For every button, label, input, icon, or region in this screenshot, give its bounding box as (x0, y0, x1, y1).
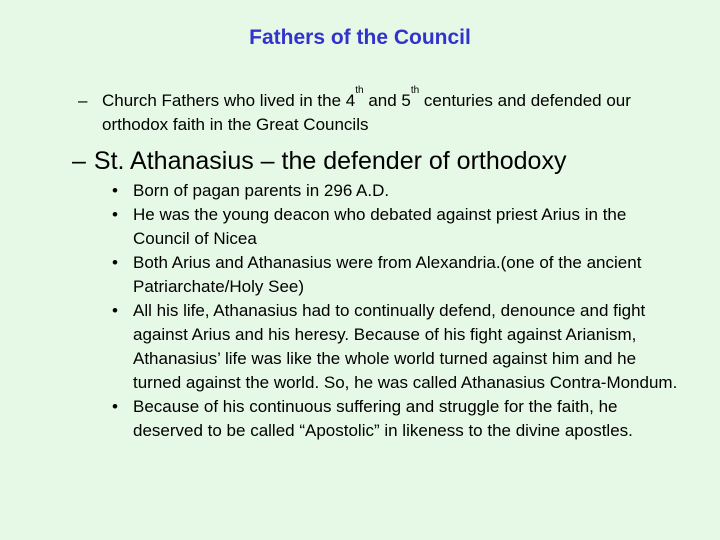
list-item-text: He was the young deacon who debated against priest Arius in the Council of Nicea (133, 205, 627, 248)
list-item-text: Because of his continuous suffering and struggle for the faith, he deserved to be called “Apostolic” in likeness to the divine apostles. (133, 397, 633, 440)
intro-superscript-5th: th (410, 85, 420, 96)
intro-item (78, 85, 638, 137)
bullet-icon: • (112, 181, 118, 200)
slide-title (0, 26, 720, 50)
intro-text-part-2: and 5 (363, 91, 411, 110)
list-item (112, 179, 682, 203)
list-item (112, 299, 682, 395)
list-item-text: Born of pagan parents in 296 A.D. (133, 181, 390, 200)
intro-text (78, 85, 638, 137)
intro-superscript-4th: th (355, 85, 364, 96)
slide-title-text: Fathers of the Council (249, 26, 471, 49)
list-item (112, 203, 682, 251)
bullet-icon: • (112, 397, 118, 416)
intro-text-part-3: centuries and defended our orthodox faith in the Great Councils (102, 91, 631, 134)
heading-text: St. Athanasius – the defender of orthodoxy (93, 147, 567, 175)
bullet-icon: • (112, 253, 118, 272)
list-item-text: All his life, Athanasius had to continually defend, denounce and fight against Arius and his heresy. Because of his fight against Arianism, Athanasius’ life was like the whole world turned against him and he turned against the world. So, he was called Athanasius Contra-Mondum. (133, 301, 678, 392)
list-item (112, 251, 682, 299)
heading-dash: – (72, 147, 86, 175)
intro-text-part-1: Church Fathers who lived in the 4 (102, 91, 356, 110)
list-item-text: Both Arius and Athanasius were from Alexandria.(one of the ancient Patriarchate/Holy See) (133, 253, 642, 296)
list-item (112, 395, 682, 443)
bullet-icon: • (112, 205, 118, 224)
bullet-list (112, 179, 682, 443)
bullet-icon: • (112, 301, 118, 320)
intro-dash: – (78, 91, 88, 110)
section-heading (72, 144, 566, 178)
